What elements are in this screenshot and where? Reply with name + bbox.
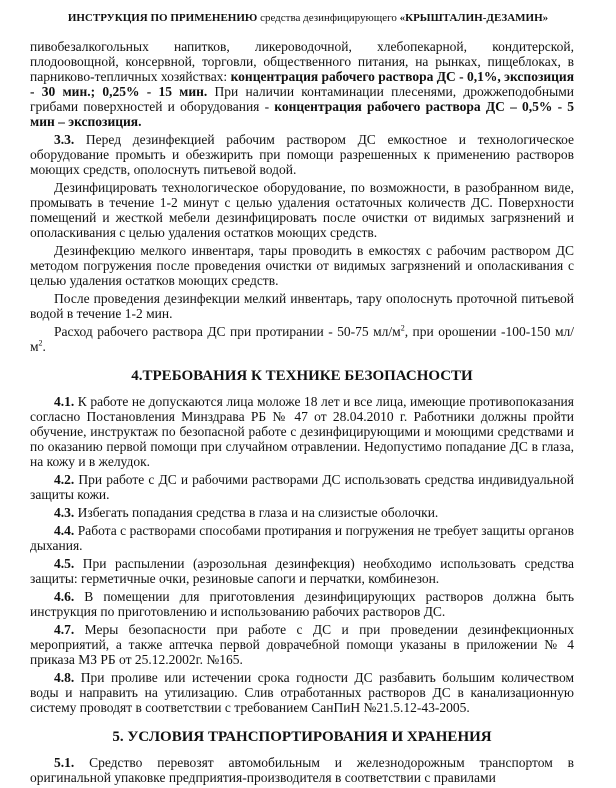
clause-5-1: 5.1. Средство перевозят автомобильным и железнодорожным транспортом в оригинальной упаковке предприятия-производителя в соответствии с правилами [30,755,574,785]
clause-4-3: 4.3. Избегать попадания средства в глаза и на слизистые оболочки. [54,505,439,520]
clause-4-7: 4.7. Меры безопасности при работе с ДС и при проведении дезинфекционных мероприятий, а также аптечка первой доврачебной помощи указаны в приложении № 4 приказа МЗ РБ от 25.12.2002г. №165. [30,622,574,667]
paragraph-small-inventory: Дезинфекцию мелкого инвентаря, тары проводить в емкостях с рабочим раствором ДС методом погружения после проведения очистки от видимых загрязнений и ополаскивания с целью удаления остатков моющих средств. [30,243,574,288]
section-5-title: 5. УСЛОВИЯ ТРАНСПОРТИРОВАНИЯ И ХРАНЕНИЯ [112,729,492,745]
clause-4-5: 4.5. При распылении (аэрозольная дезинфекция) необходимо использовать средства защиты: герметичные очки, резиновые сапоги и перчатки, комбинезон. [30,556,574,586]
clause-4-8: 4.8. При проливе или истечении срока годности ДС разбавить большим количеством воды и направить на утилизацию. Слив отработанных растворов ДС в канализационную систему проводят в соответствии с требованием СанПиН №21.5.12-43-2005. [30,670,574,715]
paragraph-3-3: 3.3. Перед дезинфекцией рабочим раствором ДС емкостное и технологическое оборудование промыть и обезжирить при помощи разрешенных к применению растворов моющих средств, ополоснуть питьевой водой. [30,132,574,177]
header-product-name: «КРЫШТАЛИН-ДЕЗАМИН» [399,12,549,24]
document-body [30,39,574,788]
section-4-title: 4.ТРЕБОВАНИЯ К ТЕХНИКЕ БЕЗОПАСНОСТИ [131,368,473,384]
clause-4-2: 4.2. При работе с ДС и рабочими растворами ДС использовать средства индивидуальной защиты кожи. [30,472,574,502]
header-subtitle: средства дезинфицирующего [257,12,400,24]
page-header [0,12,616,25]
clause-4-1: 4.1. К работе не допускаются лица моложе 18 лет и все лица, имеющие противопоказания согласно Постановления Минздрава РБ № 47 от 28.04.2010 г. Работники должны пройти обучение, инструктаж по безопасной работе с дезинфицирующими и моющими средствами и по оказанию первой помощи при случайном отравлении. Недопустимо попадание ДС в глаза, на кожу и в желудок. [30,394,574,469]
clause-number: 3.3. [54,132,75,147]
continuation-paragraph: пивобезалкогольных напитков, ликероводочной, хлебопекарной, кондитерской, плодоовощной, консервной, торговли, общественного питания, на рынках, пищеблоках, в парниково-тепличных хозяйствах: концентрация рабочего раствора ДС - 0,1%, экспозиция - 30 мин.; 0,25% - 15 мин. При наличии контаминации плесенями, дрожжеподобными грибами поверхностей и оборудования - концентрация рабочего раствора ДС – 0,5% - 5 мин – экспозиция. [30,39,575,129]
header-title: ИНСТРУКЦИЯ ПО ПРИМЕНЕНИЮ [67,12,258,24]
clause-4-6: 4.6. В помещении для приготовления дезинфицирующих растворов должна быть инструкция по приготовлению и использованию рабочих растворов ДС. [30,589,574,619]
paragraph-equipment-disinfection: Дезинфицировать технологическое оборудование, по возможности, в разобранном виде, промывать в течение 1-2 минут с целью удаления остаточных количеств ДС. Поверхности помещений и жесткой мебели дезинфицировать после очистки от видимых загрязнений и ополаскивания с целью удаления остатков моющих средств. [30,180,574,240]
clause-4-4: 4.4. Работа с растворами способами протирания и погружения не требует защиты органов дыхания. [30,523,574,553]
paragraph-consumption-rate: Расход рабочего раствора ДС при протирании - 50-75 $мл/м^2$, при орошении -100-150 $мл/м^2$. [30,323,574,354]
paragraph-rinse: После проведения дезинфекции мелкий инвентарь, тару ополоснуть проточной питьевой водой в течение 1-2 мин. [30,291,574,321]
